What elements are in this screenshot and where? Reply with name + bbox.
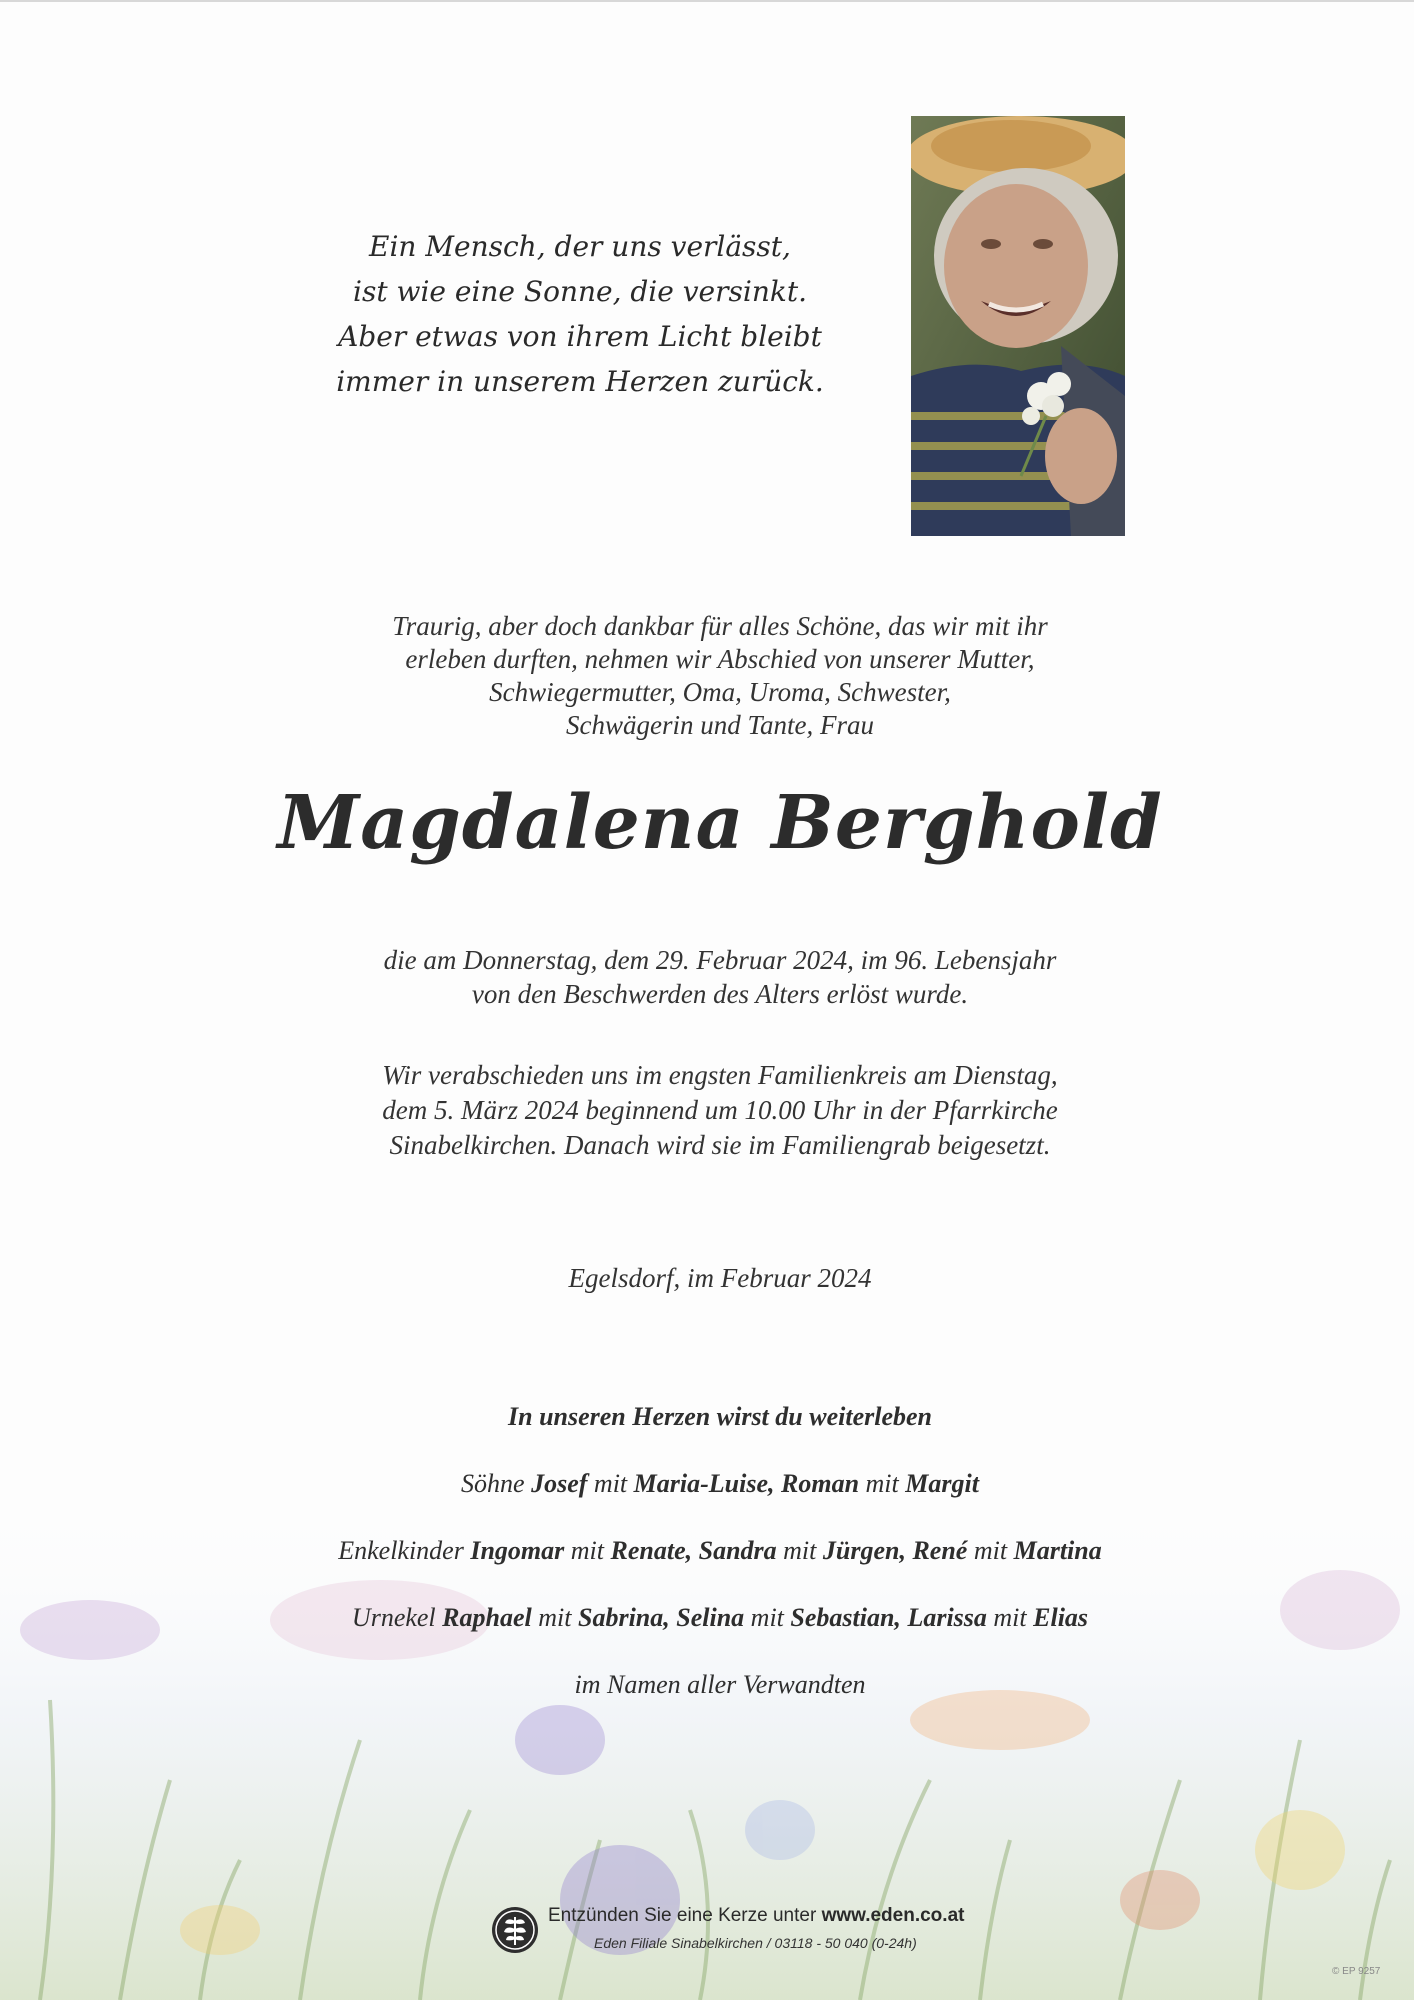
- mourner-name: Renate,: [610, 1536, 693, 1565]
- sons-prefix: Söhne: [461, 1469, 525, 1498]
- mourners-heading: In unseren Herzen wirst du weiterleben: [507, 1402, 932, 1431]
- leaf-branch-icon: [490, 1905, 540, 1955]
- branch-text: Eden Filiale Sinabelkirchen / 03118 - 50 040: [594, 1935, 868, 1951]
- connector: mit: [993, 1603, 1027, 1632]
- deceased-name: Magdalena Berghold: [277, 780, 1163, 866]
- mourner-name: Sabrina,: [577, 1603, 670, 1632]
- death-notice-line: die am Donnerstag, dem 29. Februar 2024, im 96. Lebensjahr: [383, 945, 1057, 975]
- death-notice: [250, 943, 1190, 1011]
- great-grandchildren-prefix: Urnekel: [351, 1603, 436, 1632]
- connector: mit: [593, 1469, 628, 1498]
- mourner-name: Selina: [676, 1603, 745, 1632]
- mourner-name: Maria-Luise,: [633, 1469, 775, 1498]
- intro-text: [250, 610, 1190, 742]
- mourners-list: [180, 1400, 1260, 1735]
- poem-line: Ein Mensch, der uns verlässt,: [369, 230, 791, 263]
- mourner-name: Sandra: [698, 1536, 777, 1565]
- connector: mit: [750, 1603, 784, 1632]
- mourner-name: Margit: [905, 1469, 979, 1498]
- mourner-name: Raphael: [442, 1603, 532, 1632]
- candle-invitation: [548, 1905, 964, 1927]
- connector: mit: [538, 1603, 572, 1632]
- candle-text: Entzünden Sie eine Kerze unter: [548, 1905, 817, 1926]
- grandchildren-prefix: Enkelkinder: [338, 1536, 464, 1565]
- page-top-edge: [0, 0, 1414, 2]
- mourner-name: Elias: [1033, 1603, 1089, 1632]
- great-grandchildren-line: [180, 1601, 1260, 1668]
- connector: mit: [865, 1469, 899, 1498]
- mourner-name: Josef: [531, 1469, 588, 1498]
- mourner-name: Roman: [781, 1469, 860, 1498]
- funeral-notice: [250, 1058, 1190, 1163]
- intro-line: Traurig, aber doch dankbar für alles Schöne, das wir mit ihr: [392, 611, 1048, 641]
- intro-line: Schwiegermutter, Oma, Uroma, Schwester,: [489, 677, 951, 707]
- grandchildren-line: [180, 1534, 1260, 1601]
- memorial-poem: [300, 224, 860, 404]
- death-notice-line: von den Beschwerden des Alters erlöst wurde.: [471, 979, 969, 1009]
- mourner-name: Ingomar: [470, 1536, 565, 1565]
- hours-text: (0-24h): [871, 1935, 917, 1951]
- mourner-name: René: [912, 1536, 968, 1565]
- candle-footer: [490, 1903, 1010, 1963]
- poem-line: immer in unserem Herzen zurück.: [336, 365, 824, 398]
- funeral-notice-line: dem 5. März 2024 beginnend um 10.00 Uhr in der Pfarrkirche: [382, 1095, 1058, 1125]
- poem-line: Aber etwas von ihrem Licht bleibt: [338, 320, 822, 353]
- mourner-name: Martina: [1013, 1536, 1102, 1565]
- intro-line: Schwägerin und Tante, Frau: [565, 710, 874, 740]
- print-code: © EP 9257: [1332, 1966, 1381, 1977]
- funeral-notice-line: Sinabelkirchen. Danach wird sie im Familiengrab beigesetzt.: [389, 1130, 1051, 1160]
- mourner-name: Jürgen,: [822, 1536, 906, 1565]
- intro-line: erleben durften, nehmen wir Abschied von unserer Mutter,: [405, 644, 1035, 674]
- connector: mit: [783, 1536, 817, 1565]
- connector: mit: [570, 1536, 604, 1565]
- mourner-name: Larissa: [907, 1603, 987, 1632]
- branch-info: [594, 1935, 917, 1951]
- closing-line: im Namen aller Verwandten: [574, 1670, 866, 1699]
- place-date: Egelsdorf, im Februar 2024: [568, 1263, 872, 1293]
- sons-line: [180, 1467, 1260, 1534]
- poem-line: ist wie eine Sonne, die versinkt.: [353, 275, 807, 308]
- mourner-name: Sebastian,: [790, 1603, 901, 1632]
- website-link[interactable]: www.eden.co.at: [821, 1905, 965, 1926]
- connector: mit: [973, 1536, 1008, 1565]
- portrait-photo: [911, 116, 1125, 536]
- funeral-notice-line: Wir verabschieden uns im engsten Familienkreis am Dienstag,: [382, 1060, 1058, 1090]
